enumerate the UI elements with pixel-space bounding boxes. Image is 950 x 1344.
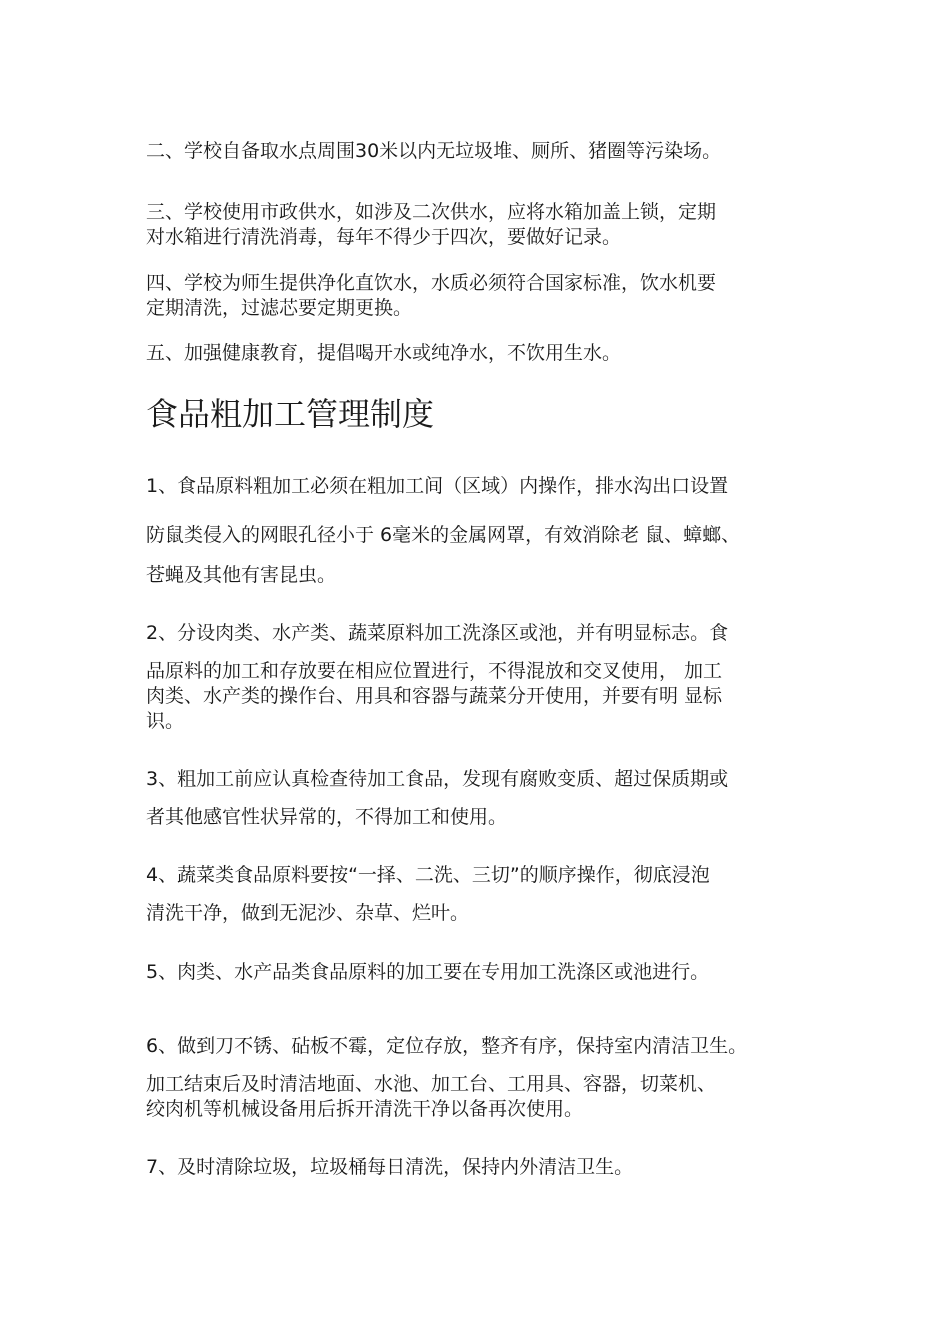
- text-line: 3、粗加工前应认真检查待加工食品，发现有腐败变质、超过保质期或: [146, 768, 729, 790]
- paragraph-water-4: [146, 271, 818, 321]
- text-line: 品原料的加工和存放要在相应位置进行，不得混放和交叉使用， 加工: [146, 660, 723, 682]
- paragraph-rule-6-cont: [146, 1072, 818, 1122]
- text-line: 者其他感官性状异常的，不得加工和使用。: [146, 806, 508, 828]
- text-line: 4、蔬菜类食品原料要按“一择、二洗、三切”的顺序操作，彻底浸泡: [146, 864, 710, 886]
- text-line: 绞肉机等机械设备用后拆开清洗干净以备再次使用。: [146, 1098, 584, 1120]
- text-line: 三、学校使用市政供水，如涉及二次供水，应将水箱加盖上锁，定期: [146, 201, 717, 223]
- text-line: 7、及时清除垃圾，垃圾桶每日清洗，保持内外清洁卫生。: [146, 1156, 634, 1178]
- text-line: 对水箱进行清洗消毒，每年不得少于四次，要做好记录。: [146, 226, 622, 248]
- text-line: 五、加强健康教育，提倡喝开水或纯净水，不饮用生水。: [146, 342, 622, 364]
- text-line: 1、食品原料粗加工必须在粗加工间（区域）内操作，排水沟出口设置: [146, 475, 729, 497]
- text-line: 二、学校自备取水点周围30米以内无垃圾堆、厕所、猪圈等污染场。: [146, 140, 722, 162]
- section-title: 食品粗加工管理制度: [146, 395, 435, 433]
- paragraph-rule-4-cont: [146, 901, 818, 926]
- paragraph-rule-1-end: [146, 563, 818, 588]
- text-line: 苍蝇及其他有害昆虫。: [146, 564, 337, 586]
- paragraph-rule-3: [146, 767, 818, 792]
- paragraph-water-5: [146, 341, 818, 366]
- text-line: 5、肉类、水产品类食品原料的加工要在专用加工洗涤区或池进行。: [146, 961, 710, 983]
- paragraph-rule-5: [146, 960, 818, 985]
- text-line: 防鼠类侵入的网眼孔径小于 6毫米的金属网罩，有效消除老 鼠、蟑螂、: [146, 524, 741, 546]
- text-line: 2、分设肉类、水产类、蔬菜原料加工洗涤区或池，并有明显标志。食: [146, 622, 729, 644]
- text-line: 四、学校为师生提供净化直饮水，水质必须符合国家标准，饮水机要: [146, 272, 717, 294]
- text-line: 清洗干净，做到无泥沙、杂草、烂叶。: [146, 902, 470, 924]
- text-line: 识。: [146, 710, 185, 732]
- paragraph-rule-2-cont: [146, 659, 818, 734]
- paragraph-rule-3-cont: [146, 805, 818, 830]
- paragraph-water-3: [146, 200, 818, 250]
- paragraph-rule-1: [146, 474, 818, 499]
- text-line: 加工结束后及时清洁地面、水池、加工台、工用具、容器，切菜机、: [146, 1073, 717, 1095]
- paragraph-rule-6: [146, 1034, 818, 1059]
- paragraph-rule-1-cont: [146, 523, 818, 548]
- text-line: 肉类、水产类的操作台、用具和容器与蔬菜分开使用，并要有明 显标: [146, 685, 723, 707]
- paragraph-rule-4: [146, 863, 818, 888]
- text-line: 6、做到刀不锈、砧板不霉，定位存放，整齐有序，保持室内清洁卫生。: [146, 1035, 748, 1057]
- paragraph-water-2: [146, 139, 818, 164]
- text-line: 定期清洗，过滤芯要定期更换。: [146, 297, 413, 319]
- paragraph-rule-7: [146, 1155, 818, 1180]
- paragraph-rule-2: [146, 621, 818, 646]
